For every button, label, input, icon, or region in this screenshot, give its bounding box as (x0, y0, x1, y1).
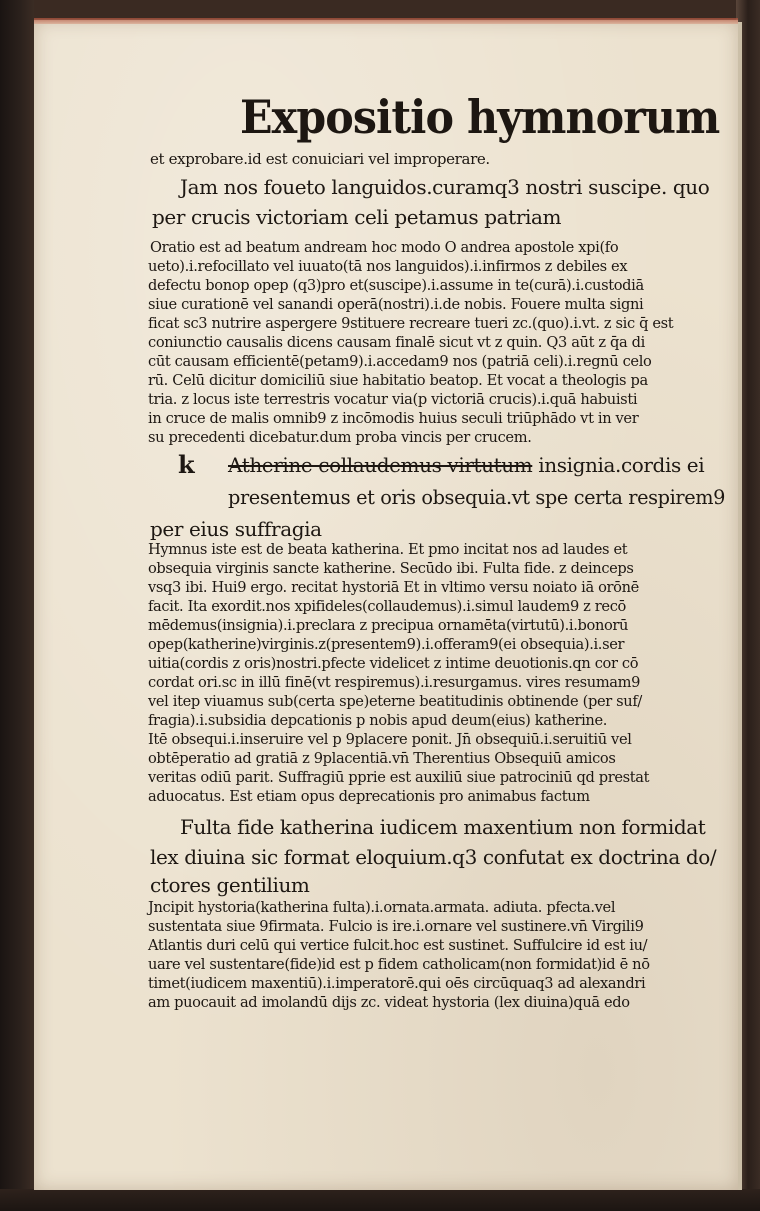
gloss2-line: vel itep viuamus sub(certa spe)eterne beatitudinis obtinende (per suf/ (148, 693, 642, 710)
gloss1-line: su precedenti dicebatur.dum proba vincis per crucem. (148, 429, 532, 446)
gloss2-line: aduocatus. Est etiam opus deprecationis pro animabus factum (148, 788, 590, 805)
gloss2-line: mēdemus(insignia).i.preclara z precipua ornamēta(virtutū).i.bonorū (148, 617, 629, 634)
gloss2-line: cordat ori.sc in illū finē(vt respiremus).i.resurgamus. vires resumam9 (148, 674, 641, 691)
gloss1-line: siue curationē vel sanandi operā(nostri).i.de nobis. Fouere multa signi (148, 296, 644, 313)
gloss1-line: rū. Celū dicitur domiciliū siue habitatio beatop. Et vocat a theologis pa (148, 372, 648, 389)
verse3-line-2: lex diuina sic format eloquium.q3 confutat ex doctrina do/ (150, 845, 717, 869)
page-title: Expositio hymnorum (240, 90, 720, 144)
gloss2-line: veritas odiū parit. Suffragiū pprie est auxiliū siue patrociniū qd prestat (148, 769, 650, 786)
section-mark: k (178, 450, 195, 479)
gloss1-line: tria. z locus iste terrestris vocatur via(p victoriā crucis).i.quā habuisti (148, 391, 638, 408)
gloss1-line: coniunctio causalis dicens causam finalē sicut vt z quin. Q3 aūt z q̄a di (148, 334, 645, 351)
gloss2-line: Itē obsequi.i.inseruire vel p 9placere ponit. Jn̄ obsequiū.i.seruitiū vel (148, 731, 632, 748)
verse1-line-1: Jam nos foueto languidos.curamq3 nostri suscipe. quo (180, 175, 710, 199)
struck-text: Atherine collaudemus virtutum (228, 453, 533, 477)
verse1-line-2: per crucis victoriam celi petamus patriam (152, 205, 562, 229)
scan-frame-left (0, 0, 34, 1211)
gloss3-line: uare vel sustentare(fide)id est p fidem catholicam(non formidat)id ē nō (148, 956, 650, 973)
gloss3-line: timet(iudicem maxentiū).i.imperatorē.qui oēs circūquaq3 ad alexandri (148, 975, 646, 992)
gloss1-line: defectu bonop opep (q3)pro et(suscipe).i.assume in te(curā).i.custodiā (148, 277, 644, 294)
red-page-edge (34, 18, 738, 24)
gloss1-line: cūt causam efficientē(petam9).i.accedam9 nos (patriā celi).i.regnū celo (148, 353, 652, 370)
next-leaf-edge (738, 22, 742, 1190)
verse2-line-2: presentemus et oris obsequia.vt spe certa respirem9 (228, 485, 726, 509)
gloss2-line: facit. Ita exordit.nos xpifideles(collaudemus).i.simul laudem9 z recō (148, 598, 626, 615)
gloss1-line: Oratio est ad beatum andream hoc modo O andrea apostole xpi(fo (150, 239, 619, 256)
gloss2-line: uitia(cordis z oris)nostri.pfecte videlicet z intime deuotionis.qn cor cō (148, 655, 639, 672)
scan-frame-bottom (0, 1189, 760, 1211)
verse2-line-3: per eius suffragia (150, 517, 322, 541)
gloss2-line: fragia).i.subsidia depcationis p nobis apud deum(eius) katherine. (148, 712, 608, 729)
gloss3-line: Atlantis duri celū qui vertice fulcit.hoc est sustinet. Suffulcire id est iu/ (148, 937, 648, 954)
verse3-line-3: ctores gentilium (150, 873, 310, 897)
gloss3-line: am puocauit ad imolandū dijs zc. videat hystoria (lex diuina)quā edo (148, 994, 630, 1011)
gloss3-line: Jncipit hystoria(katherina fulta).i.ornata.armata. adiuta. pfecta.vel (148, 899, 616, 916)
gloss1-line: ficat sc3 nutrire aspergere 9stituere recreare tueri zc.(quo).i.vt. z sic q̄ est (148, 315, 674, 332)
gloss2-line: vsq3 ibi. Hui9 ergo. recitat hystoriā Et in vltimo versu noiato iā orōnē (148, 579, 639, 596)
gloss2-line: Hymnus iste est de beata katherina. Et pmo incitat nos ad laudes et (148, 541, 628, 558)
intro-line: et exprobare.id est conuiciari vel improperare. (150, 150, 490, 168)
gloss1-line: in cruce de malis omnib9 z incōmodis huius seculi triūphādo vt in ver (148, 410, 639, 427)
verse2-line-1: Atherine collaudemus virtutum insignia.cordis ei (228, 453, 705, 477)
gloss2-line: obtēperatio ad gratiā z 9placentiā.vn̄ Therentius Obsequiū amicos (148, 750, 616, 767)
verse3-line-1: Fulta fide katherina iudicem maxentium non formidat (180, 815, 706, 839)
gloss1-line: ueto).i.refocillato vel iuuato(tā nos languidos).i.infirmos z debiles ex (148, 258, 628, 275)
gloss3-line: sustentata siue 9firmata. Fulcio is ire.i.ornare vel sustinere.vn̄ Virgili9 (148, 918, 644, 935)
gloss2-line: opep(katherine)virginis.z(presentem9).i.offeram9(ei obsequia).i.ser (148, 636, 625, 653)
gloss2-line: obsequia virginis sancte katherine. Secūdo ibi. Fulta fide. z deinceps (148, 560, 634, 577)
